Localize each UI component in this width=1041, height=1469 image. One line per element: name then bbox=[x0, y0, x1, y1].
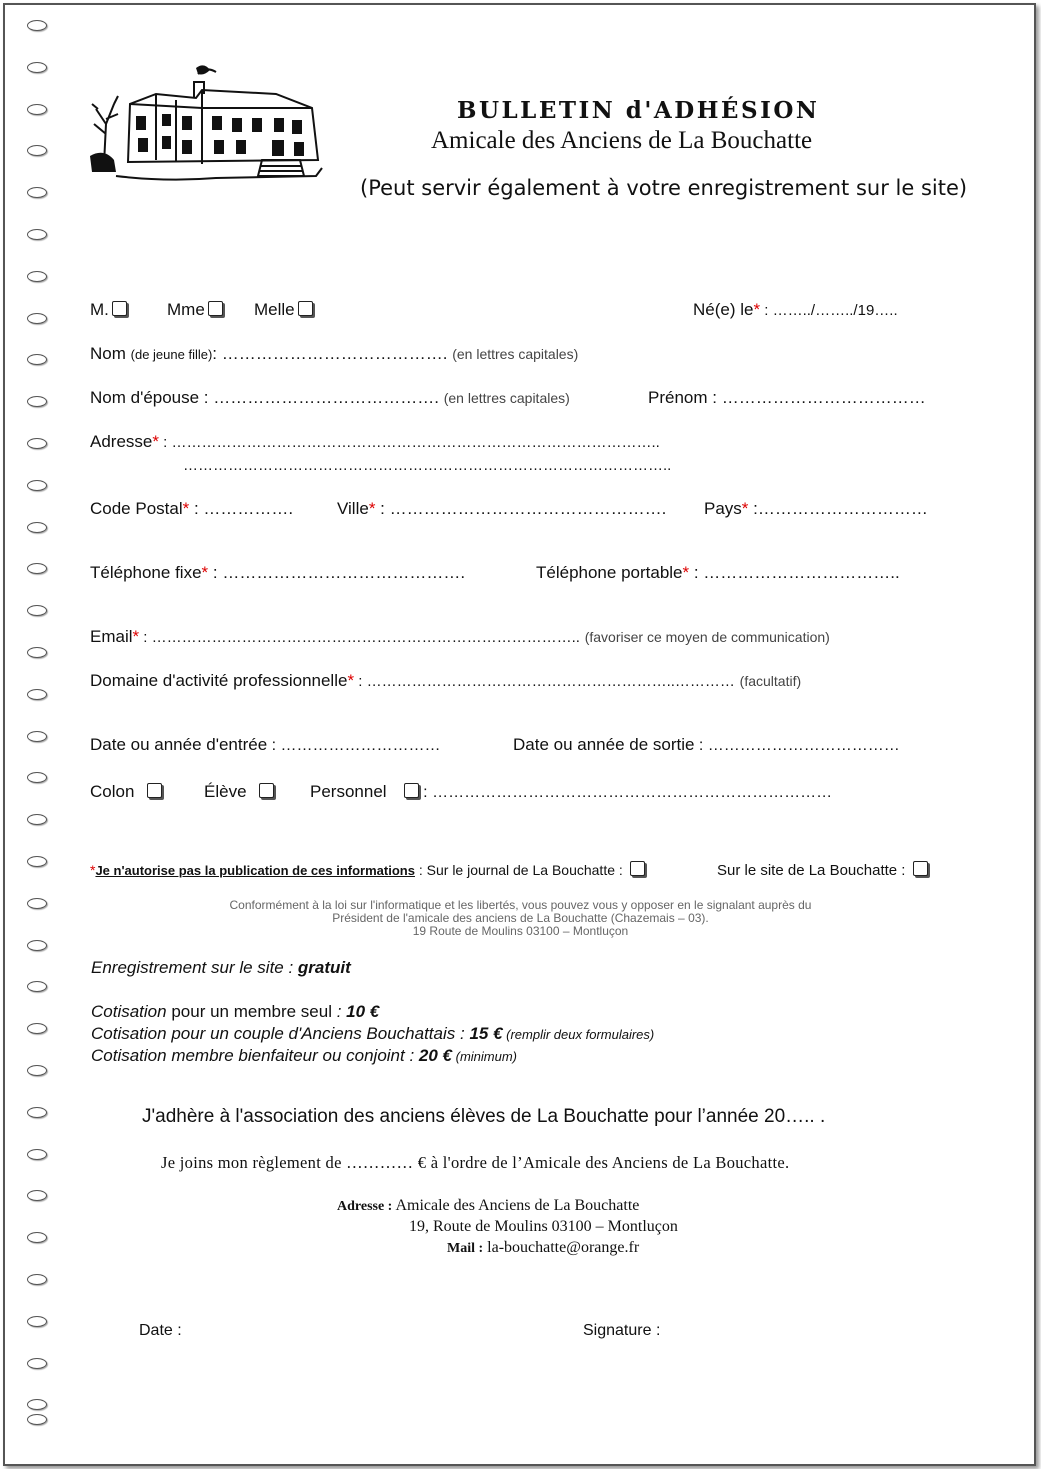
pays-dots: :………………………… bbox=[748, 499, 928, 518]
checkbox-melle[interactable] bbox=[298, 301, 313, 316]
fee-single-label-b: pour un membre seul bbox=[166, 1002, 337, 1021]
fee-benefactor-label: Cotisation membre bienfaiteur ou conjoint : bbox=[91, 1046, 419, 1065]
colon-label: Colon bbox=[90, 782, 135, 801]
required-star: * bbox=[201, 563, 209, 582]
binder-ring bbox=[27, 856, 47, 867]
civility-m-label: M. bbox=[90, 300, 109, 319]
fee-single bbox=[91, 1002, 379, 1022]
page-title: BULLETIN d'ADHÉSION bbox=[457, 97, 820, 124]
binder-ring bbox=[27, 522, 47, 533]
code-postal-dots: : ……………. bbox=[189, 499, 294, 518]
domaine-label: Domaine d'activité professionnelle bbox=[90, 671, 348, 690]
consent-label: Je n'autorise pas la publication de ces informations bbox=[95, 863, 415, 878]
binder-ring bbox=[27, 1414, 47, 1425]
fee-couple-value: 15 € bbox=[469, 1024, 503, 1043]
ville-label: Ville bbox=[337, 499, 369, 518]
legal-notice bbox=[0, 899, 1041, 938]
sortie-label: Date ou année de sortie bbox=[513, 735, 695, 754]
nom-dots: : …………………………………. bbox=[212, 344, 448, 363]
mail-value: la-bouchatte@orange.fr bbox=[483, 1239, 640, 1256]
email-field[interactable] bbox=[90, 627, 830, 647]
fee-couple bbox=[91, 1024, 654, 1044]
fee-benefactor-value: 20 € bbox=[418, 1046, 452, 1065]
checkbox-personnel[interactable] bbox=[404, 783, 419, 798]
fee-couple-note: (remplir deux formulaires) bbox=[502, 1027, 655, 1042]
legal-line-2: Président de l'amicale des anciens de La Bouchatte (Chazemais – 03). bbox=[332, 911, 709, 925]
email-label: Email bbox=[90, 627, 133, 646]
telephone-fixe-label: Téléphone fixe bbox=[90, 563, 202, 582]
address-block bbox=[337, 1197, 639, 1215]
binder-ring bbox=[27, 313, 47, 324]
binder-ring bbox=[27, 229, 47, 240]
binder-ring bbox=[27, 480, 47, 491]
personnel-label: Personnel bbox=[310, 782, 387, 801]
required-star: * bbox=[182, 499, 190, 518]
house-logo bbox=[86, 64, 331, 199]
checkbox-colon[interactable] bbox=[147, 783, 162, 798]
eleve-label: Élève bbox=[204, 782, 247, 801]
entree-field[interactable] bbox=[90, 735, 441, 755]
fee-benefactor-note: (minimum) bbox=[452, 1049, 517, 1064]
telephone-fixe-field[interactable] bbox=[90, 563, 465, 583]
address-line-1: Amicale des Anciens de La Bouchatte bbox=[392, 1197, 640, 1214]
epouse-hint: (en lettres capitales) bbox=[443, 390, 570, 406]
date-label[interactable]: Date : bbox=[139, 1322, 182, 1339]
epouse-label: Nom d'épouse : bbox=[90, 388, 209, 407]
checkbox-site[interactable] bbox=[913, 861, 928, 876]
fee-single-value: 10 € bbox=[346, 1002, 380, 1021]
prenom-label: Prénom bbox=[648, 388, 708, 407]
birth-date-field[interactable] bbox=[693, 300, 898, 320]
address-line-2: 19, Route de Moulins 03100 – Montluçon bbox=[409, 1218, 678, 1235]
personnel-dots: : ………………………………………………………………… bbox=[418, 784, 833, 801]
consent-site-label: Sur le site de La Bouchatte : bbox=[717, 862, 906, 879]
pays-field[interactable] bbox=[704, 499, 928, 519]
epouse-dots: …………………………………. bbox=[208, 388, 439, 407]
nom-sublabel: (de jeune fille) bbox=[130, 347, 213, 362]
birth-date-label: Né(e) le bbox=[693, 300, 754, 319]
telephone-portable-label: Téléphone portable bbox=[536, 563, 683, 582]
fee-single-sep: : bbox=[336, 1002, 347, 1021]
registration-line bbox=[91, 958, 351, 978]
page-note: (Peut servir également à votre enregistrement sur le site) bbox=[360, 176, 968, 200]
checkbox-mme[interactable] bbox=[208, 301, 223, 316]
legal-line-1: Conformément à la loi sur l'informatique et les libertés, vous pouvez vous y opposer en le signalant auprès du bbox=[229, 898, 812, 912]
binder-ring bbox=[27, 104, 47, 115]
code-postal-label: Code Postal bbox=[90, 499, 183, 518]
pays-label: Pays bbox=[704, 499, 742, 518]
binder-ring bbox=[27, 62, 47, 73]
required-star: * bbox=[741, 499, 749, 518]
binder-ring bbox=[27, 731, 47, 742]
required-star: * bbox=[347, 671, 355, 690]
required-star: * bbox=[132, 627, 140, 646]
binder-ring bbox=[27, 647, 47, 658]
fee-benefactor bbox=[91, 1046, 517, 1066]
telephone-fixe-dots: : ……………………………………. bbox=[208, 563, 466, 582]
payment-statement: Je joins mon règlement de ………… € à l'ordre de l’Amicale des Anciens de La Bouchatte. bbox=[161, 1153, 790, 1172]
nom-hint: (en lettres capitales) bbox=[452, 346, 579, 362]
colon-option[interactable] bbox=[90, 782, 162, 802]
fee-couple-label: Cotisation pour un couple d'Anciens Bouchattais : bbox=[91, 1024, 470, 1043]
email-dots: : ………………………………………………………………………….. bbox=[139, 629, 580, 646]
nom-field[interactable] bbox=[90, 344, 578, 364]
prenom-dots: : ……………………………… bbox=[707, 388, 926, 407]
legal-line-3: 19 Route de Moulins 03100 – Montluçon bbox=[412, 924, 629, 938]
binder-ring bbox=[27, 20, 47, 31]
nom-label: Nom bbox=[90, 344, 126, 363]
required-star: * bbox=[753, 300, 761, 319]
checkbox-m[interactable] bbox=[112, 301, 127, 316]
domaine-dots: : ……………………………………………………..………… bbox=[354, 673, 735, 690]
binder-ring bbox=[27, 1065, 47, 1076]
adresse-dots-2[interactable]: …………………………………………………………………………………….. bbox=[183, 457, 672, 474]
sortie-dots: : ……………………………… bbox=[694, 737, 900, 754]
mail-block bbox=[447, 1239, 639, 1257]
eleve-option[interactable] bbox=[204, 782, 274, 802]
ville-dots: : …………………………………………. bbox=[375, 499, 667, 518]
fee-single-label-a: Cotisation bbox=[91, 1002, 167, 1021]
telephone-portable-field[interactable] bbox=[536, 563, 900, 583]
prenom-field[interactable] bbox=[648, 388, 926, 408]
adresse-label: Adresse bbox=[90, 432, 153, 451]
code-postal-field[interactable] bbox=[90, 499, 293, 519]
binder-ring bbox=[27, 940, 47, 951]
required-star: * bbox=[682, 563, 690, 582]
address-label: Adresse : bbox=[337, 1199, 393, 1214]
binder-ring bbox=[27, 1149, 47, 1160]
mail-label: Mail : bbox=[447, 1241, 484, 1256]
sortie-field[interactable] bbox=[513, 735, 900, 755]
ville-field[interactable] bbox=[337, 499, 666, 519]
required-star: * bbox=[368, 499, 376, 518]
binder-ring bbox=[27, 1107, 47, 1118]
required-star: * bbox=[152, 432, 159, 451]
binder-ring bbox=[27, 438, 47, 449]
domaine-field[interactable] bbox=[90, 671, 801, 691]
registration-label: Enregistrement sur le site : bbox=[91, 958, 298, 977]
binder-ring bbox=[27, 689, 47, 700]
email-hint: (favoriser ce moyen de communication) bbox=[584, 629, 830, 645]
civility-mme[interactable] bbox=[167, 300, 223, 320]
consent-row bbox=[90, 861, 645, 878]
domaine-hint: (facultatif) bbox=[739, 673, 802, 689]
binder-ring bbox=[27, 1316, 47, 1327]
consent-star: * bbox=[90, 862, 96, 878]
page-subtitle: Amicale des Anciens de La Bouchatte bbox=[431, 127, 813, 154]
civility-m[interactable] bbox=[90, 300, 127, 320]
checkbox-journal[interactable] bbox=[630, 861, 645, 876]
registration-value: gratuit bbox=[297, 958, 351, 977]
consent-journal-label: : Sur le journal de La Bouchatte : bbox=[414, 862, 623, 878]
civility-melle[interactable] bbox=[254, 300, 313, 320]
entree-dots: : ………………………… bbox=[267, 737, 441, 754]
personnel-option[interactable] bbox=[310, 782, 832, 802]
entree-label: Date ou année d'entrée bbox=[90, 735, 268, 754]
signature-label[interactable]: Signature : bbox=[583, 1322, 661, 1339]
adhesion-statement: J'adhère à l'association des anciens élèves de La Bouchatte pour l’année 20….. . bbox=[142, 1106, 826, 1127]
epouse-field[interactable] bbox=[90, 388, 570, 408]
adresse-field[interactable] bbox=[90, 432, 660, 452]
binder-ring bbox=[27, 1358, 47, 1369]
binder-ring bbox=[27, 271, 47, 282]
civility-melle-label: Melle bbox=[254, 300, 295, 319]
checkbox-eleve[interactable] bbox=[259, 783, 274, 798]
adresse-dots-1: : …………………………………………………………………………………….. bbox=[159, 434, 660, 451]
telephone-portable-dots: : …………………………….. bbox=[689, 563, 900, 582]
civility-mme-label: Mme bbox=[167, 300, 205, 319]
consent-site bbox=[717, 861, 928, 879]
birth-date-dots: : ……../……../19….. bbox=[760, 302, 898, 319]
binder-ring bbox=[27, 1274, 47, 1285]
